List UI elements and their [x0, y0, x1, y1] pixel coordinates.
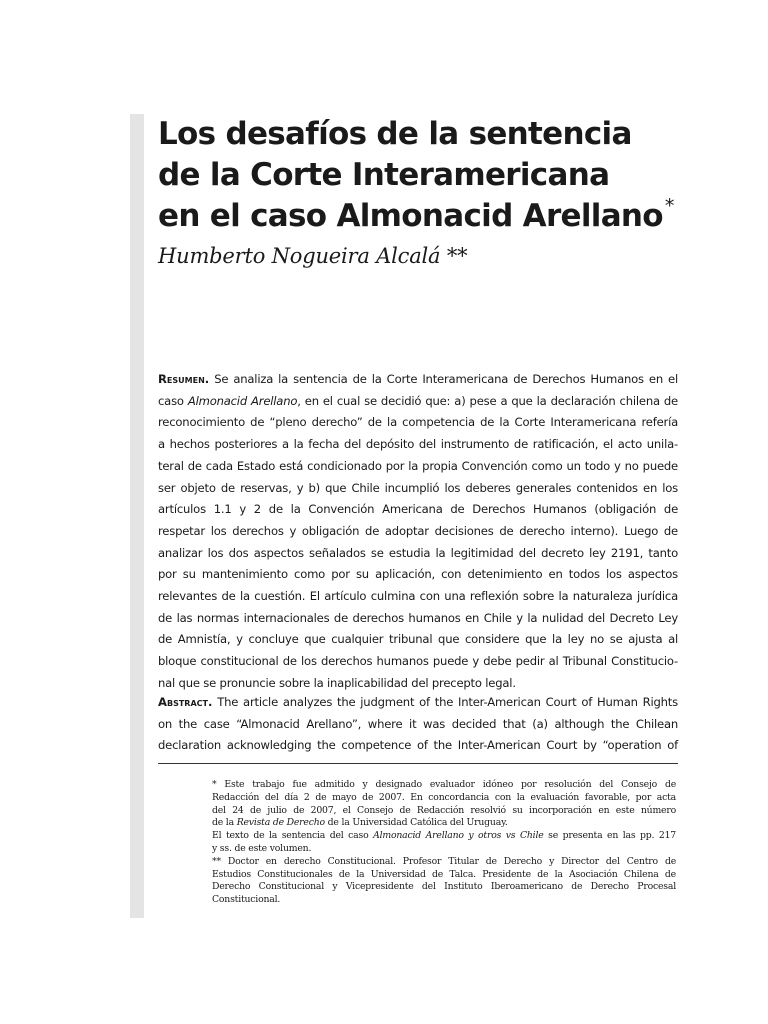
resumen-line: respetar los derechos y obligación de adoptar decisiones de derecho interno). Luego de [158, 523, 678, 538]
article-title [158, 114, 718, 237]
abstract-label: Abstract. [158, 695, 213, 709]
footnote-text: El texto de la sentencia del caso [212, 830, 374, 842]
resumen-label: Resumen. [158, 372, 210, 386]
resumen-text: , en el cual se decidió que: a) pese a que la declaración chilena de [297, 393, 678, 408]
decorative-side-bar [130, 114, 144, 918]
abstract-line [158, 692, 678, 714]
footnote-line: Constitucional. [212, 894, 281, 906]
footnote-line [212, 830, 676, 843]
resumen-section [158, 369, 678, 695]
footnote-line: Derecho Constitucional y Vicepresidente del Instituto Iberoamericano de Derecho Procesal [212, 881, 676, 893]
footnote-line: y ss. de este volumen. [212, 842, 312, 854]
abstract-line: declaration acknowledging the competence of the Inter-American Court by “operation of [158, 738, 678, 753]
resumen-line: reconocimiento de “pleno derecho” de la competencia de la Corte Interamericana refería [158, 415, 678, 430]
footnote-case-name: Almonacid Arellano y otros vs Chile [373, 830, 544, 842]
resumen-text: caso [158, 393, 188, 408]
resumen-line: de Amnistía, y concluye que cualquier tribunal que considere que la ley no se ajusta al [158, 632, 678, 647]
resumen-case-name: Almonacid Arellano [187, 393, 298, 408]
title-line-3 [158, 196, 718, 237]
resumen-line: relevantes de la cuestión. El artículo culmina con una reflexión sobre la naturaleza jurídica [158, 589, 678, 604]
footnote-line: del 24 de julio de 2007, el Consejo de Redacción resolvió su incorporación en este número [212, 804, 676, 816]
footnote-line: Estudios Constitucionales de la Universidad de Talca. Presidente de la Asociación Chilena de [212, 868, 676, 880]
title-line-2: de la Corte Interamericana [158, 157, 610, 193]
resumen-line: bloque constitucional de los derechos humanos puede y debe pedir al Tribunal Constitucio- [158, 654, 678, 669]
resumen-line: nal que se pronuncie sobre la inaplicabilidad del precepto legal. [158, 675, 516, 690]
resumen-line: por su mantenimiento como por su aplicación, con detenimiento en todos los aspectos [158, 567, 678, 582]
resumen-line: a hechos posteriores a la fecha del depósito del instrumento de ratificación, el acto unila- [158, 437, 678, 452]
abstract-text: The article analyzes the judgment of the Inter-American Court of Human Rights [217, 695, 678, 709]
title-line-3-text: en el caso Almonacid Arellano [158, 198, 663, 234]
footnote-line [212, 817, 676, 830]
footnote-text: de la [212, 817, 237, 829]
resumen-line: artículos 1.1 y 2 de la Convención Americana de Derechos Humanos (obligación de [158, 502, 678, 517]
resumen-line: analizar los dos aspectos señalados se estudia la legitimidad del decreto ley 2191, tanto [158, 545, 678, 560]
footnotes [212, 779, 676, 907]
abstract-section [158, 692, 678, 757]
abstract-line: on the case “Almonacid Arellano”, where it was decided that (a) although the Chilean [158, 716, 678, 731]
resumen-text: Se analiza la sentencia de la Corte Interamericana de Derechos Humanos en el [214, 372, 678, 386]
resumen-line: ser objeto de reservas, y b) que Chile incumplió los deberes generales contenidos en los [158, 480, 678, 495]
footnote-journal-name: Revista de Derecho [236, 817, 325, 829]
footnote-divider [158, 763, 678, 764]
title-line-1: Los desafíos de la sentencia [158, 116, 632, 152]
footnote-line: ** Doctor en derecho Constitucional. Profesor Titular de Derecho y Director del Centro de [212, 855, 676, 867]
footnote-text: se presenta en las pp. 217 [543, 830, 676, 842]
resumen-line [158, 391, 678, 413]
resumen-line [158, 369, 678, 391]
author-name: Humberto Nogueira Alcalá ** [158, 244, 468, 268]
footnote-text: de la Universidad Católica del Uruguay. [324, 817, 508, 829]
resumen-line: teral de cada Estado está condicionado por la propia Convención como un todo y no puede [158, 458, 678, 473]
footnote-line: * Este trabajo fue admitido y designado evaluador idóneo por resolución del Consejo de [212, 779, 676, 790]
footnote-line: Redacción del día 2 de mayo de 2007. En concordancia con la evaluación favorable, por acta [212, 791, 676, 803]
title-footnote-mark: * [664, 195, 674, 217]
resumen-line: de las normas internacionales de derechos humanos en Chile y la nulidad del Decreto Ley [158, 610, 678, 625]
